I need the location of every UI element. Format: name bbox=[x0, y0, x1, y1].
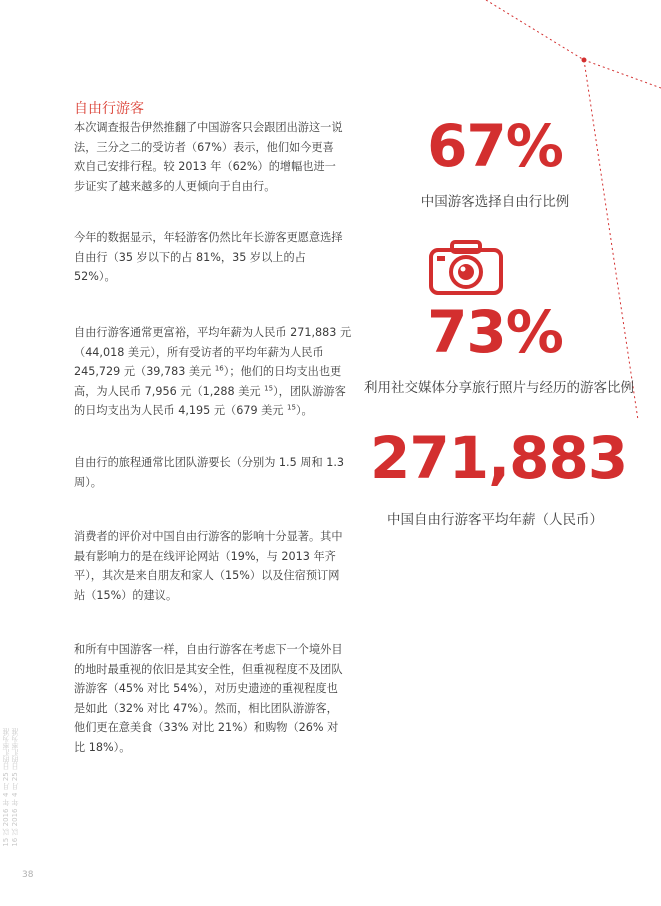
paragraph-intro: 本次调查报告伊然推翻了中国游客只会跟团出游这一说法，三分之二的受访者（67%）表示，他们如今更喜欢自己安排行程。较 2013 年（62%）的增幅也进一步证实了越来越多的人更倾向于自由行。 bbox=[74, 121, 343, 193]
footnote-ref: 15 bbox=[287, 403, 296, 412]
stat-label-independent-travel: 中国游客选择自由行比例 bbox=[420, 194, 570, 210]
footnote-16: 16 以 2016 年 4 月 25 日的汇率为准 bbox=[11, 728, 19, 847]
stat-value-independent-travel: 67% bbox=[427, 112, 563, 180]
dotted-line-top bbox=[486, 0, 584, 60]
paragraph-income-part-a: 自由行游客通常更富裕，平均年薪为人民币 271,883 元（44,018 美元），所有受访者的平均年薪为人民币 245,729 元（39,783 美元 bbox=[74, 326, 352, 378]
stat-label-social-sharing: 利用社交媒体分享旅行照片与经历的游客比例 bbox=[364, 380, 634, 396]
paragraph-income bbox=[74, 323, 354, 421]
paragraph-income-part-b: ）；他们的日均支出也更高，为人民币 7,956 元（1,288 美元 bbox=[74, 365, 342, 398]
stat-value-average-salary: 271,883 bbox=[370, 424, 628, 492]
line-node-dot bbox=[582, 58, 587, 63]
stat-label-average-salary: 中国自由行游客平均年薪（人民币） bbox=[387, 512, 603, 528]
footnote-15: 15 以 2016 年 4 月 25 日的汇率为准 bbox=[2, 728, 10, 847]
paragraph-income-part-c: ），团队游游客的日均支出为人民币 4,195 元（679 美元 bbox=[74, 384, 346, 417]
dotted-line-right bbox=[584, 60, 661, 88]
paragraph-duration: 自由行的旅程通常比团队游要长（分别为 1.5 周和 1.3 周）。 bbox=[74, 456, 345, 489]
footnote-ref: 15 bbox=[264, 383, 274, 392]
paragraph-priorities: 和所有中国游客一样，自由行游客在考虑下一个境外目的地时最重视的依旧是其安全性，但重视程度不及团队游游客（45% 对比 54%），对历史遗迹的重视程度也是如此（32% 对比 47%）。然而，相比团队游游客，他们更在意美食（33% 对比 21%）和购物（26% 对比 18%）。 bbox=[74, 643, 343, 754]
page-number: 38 bbox=[22, 870, 34, 880]
footnotes bbox=[2, 728, 20, 847]
camera-icon bbox=[428, 240, 504, 296]
section-title: 自由行游客 bbox=[74, 101, 144, 117]
paragraph-age: 今年的数据显示，年轻游客仍然比年长游客更愿意选择自由行（35 岁以下的占 81%，35 岁以上的占 52%）。 bbox=[74, 231, 343, 283]
footnote-ref: 16 bbox=[214, 364, 224, 373]
paragraph-reviews: 消费者的评价对中国自由行游客的影响十分显著。其中最有影响力的是在线评论网站（19%，与 2013 年齐平），其次是来自朋友和家人（15%）以及住宿预订网站（15%）的建议。 bbox=[74, 530, 343, 602]
stat-value-social-sharing: 73% bbox=[427, 298, 563, 366]
paragraph-income-part-d: ）。 bbox=[295, 404, 313, 417]
